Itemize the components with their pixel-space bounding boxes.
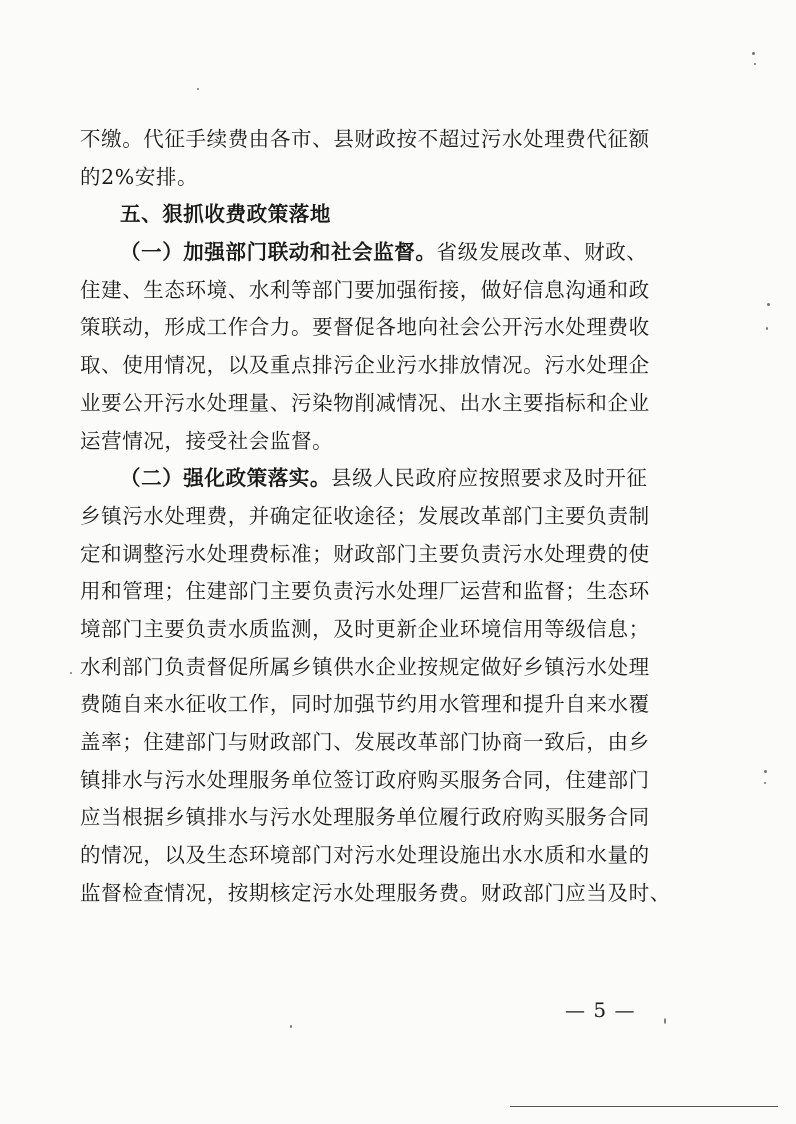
scan-speck: [197, 88, 199, 90]
body-line: 定和调整污水处理费标准；财政部门主要负责污水处理费的使: [80, 541, 650, 566]
body-line: 不缴。代征手续费由各市、县财政按不超过污水处理费代征额: [80, 127, 650, 151]
scan-speck: [664, 1018, 666, 1024]
subsection-heading: （一）加强部门联动和社会监督。: [120, 240, 437, 265]
scan-speck: [70, 672, 72, 674]
scan-speck: [764, 782, 766, 784]
body-line: 运营情况，接受社会监督。: [80, 428, 334, 453]
subsection-line: [80, 460, 720, 498]
body-line: 业要公开污水处理量、污染物削减情况、出水主要指标和企业: [80, 390, 650, 415]
scan-speck: [767, 303, 770, 306]
scan-speck: [752, 52, 755, 55]
body-text: 省级发展改革、财政、: [436, 240, 648, 265]
body-line: 水利部门负责督促所属乡镇供水企业按规定做好乡镇污水处理: [80, 654, 650, 679]
scan-speck: [766, 327, 768, 330]
body-text: 县级人民政府应按照要求及时开征: [331, 466, 648, 491]
body-line: 乡镇污水处理费，并确定征收途径；发展改革部门主要负责制: [80, 503, 650, 528]
body-line: 的情况，以及生态环境部门对污水处理设施出水水质和水量的: [80, 843, 650, 868]
body-line: 用和管理；住建部门主要负责污水处理厂运营和监督；生态环: [80, 579, 650, 604]
body-line: 策联动，形成工作合力。要督促各地向社会公开污水处理费收: [80, 315, 650, 340]
scan-speck: [754, 63, 756, 65]
section-heading: 五、狠抓收费政策落地: [120, 202, 331, 227]
body-line: 境部门主要负责水质监测，及时更新企业环境信用等级信息；: [80, 616, 650, 641]
scan-speck: [290, 1025, 292, 1028]
body-line: 镇排水与污水处理服务单位签订政府购买服务合同，住建部门: [80, 767, 650, 792]
body-line: 住建、生态环境、水利等部门要加强衔接，做好信息沟通和政: [80, 277, 650, 302]
body-line: 盖率；住建部门与财政部门、发展改革部门协商一致后，由乡: [80, 730, 650, 754]
subsection-line: [80, 234, 720, 272]
body-line: 监督检查情况，按期核定污水处理服务费。财政部门应当及时、: [80, 880, 671, 905]
body-line: 取、使用情况，以及重点排污企业污水排放情况。污水处理企: [80, 353, 650, 378]
body-line: 应当根据乡镇排水与污水处理服务单位履行政府购买服务合同: [80, 805, 650, 830]
document-body: [80, 121, 720, 912]
page-number: — 5 —: [565, 998, 636, 1022]
body-line: 的2%安排。: [80, 164, 199, 189]
body-line: 费随自来水征收工作，同时加强节约用水管理和提升自来水覆: [80, 692, 650, 717]
bottom-divider: [510, 1106, 778, 1107]
subsection-heading: （二）强化政策落实。: [120, 466, 331, 491]
scan-speck: [764, 770, 767, 773]
